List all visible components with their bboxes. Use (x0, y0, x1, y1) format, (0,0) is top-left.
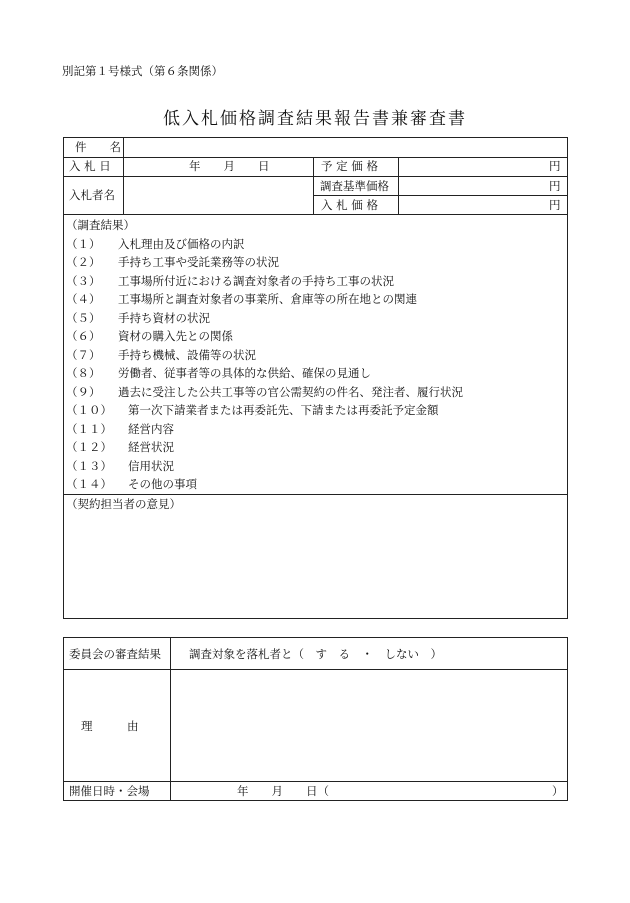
document-title: 低入札価格調査結果報告書兼審査書 (163, 109, 467, 129)
matter-label: 件 名 (75, 140, 121, 154)
survey-item-text: その他の事項 (128, 477, 197, 491)
meeting-date-close: ） (552, 784, 564, 798)
survey-item-text: 工事場所と調査対象者の事業所、倉庫等の所在地との関連 (118, 292, 417, 306)
survey-item-number: （１４） (66, 477, 112, 491)
form-label: 別記第１号様式（第６条関係） (62, 64, 223, 78)
planned-price-field[interactable] (400, 159, 545, 175)
bidder-field[interactable] (125, 178, 311, 213)
survey-header: （調査結果） (66, 218, 135, 232)
survey-item-number: （１） (66, 237, 101, 251)
opinion-field[interactable] (65, 514, 566, 617)
survey-base-price-field[interactable] (400, 178, 545, 194)
survey-item-number: （８） (66, 366, 101, 380)
survey-item-text: 手持ち機械、設備等の状況 (118, 348, 256, 362)
survey-item-number: （４） (66, 292, 101, 306)
survey-item-number: （５） (66, 311, 101, 325)
survey-item-number: （２） (66, 255, 101, 269)
survey-item-number: （１３） (66, 459, 112, 473)
survey-item-number: （９） (66, 385, 101, 399)
opinion-header: （契約担当者の意見） (66, 497, 181, 511)
planned-price-yen: 円 (549, 159, 561, 173)
survey-item-text: 手持ち工事や受託業務等の状況 (118, 255, 279, 269)
survey-item-text: 第一次下請業者または再委託先、下請または再委託予定金額 (128, 403, 439, 417)
meeting-date-label: 開催日時・会場 (69, 784, 150, 798)
survey-item-number: （１１） (66, 422, 112, 436)
reason-label: 理 由 (81, 719, 139, 733)
bid-date-value[interactable]: 年 月 日 (189, 159, 270, 173)
survey-item-text: 資材の購入先との関係 (118, 329, 233, 343)
survey-item-number: （７） (66, 348, 101, 362)
planned-price-label: 予 定 価 格 (321, 159, 378, 173)
bid-price-field[interactable] (400, 197, 545, 213)
survey-item-number: （３） (66, 274, 101, 288)
survey-base-price-yen: 円 (549, 179, 561, 193)
survey-base-price-label: 調査基準価格 (320, 179, 389, 193)
bidder-label: 入札者名 (69, 188, 115, 202)
survey-item-text: 経営状況 (128, 440, 174, 454)
survey-item-text: 経営内容 (128, 422, 174, 436)
bid-date-label: 入 札 日 (69, 159, 111, 173)
survey-item-text: 入札理由及び価格の内訳 (118, 237, 245, 251)
reason-field[interactable] (172, 671, 566, 780)
meeting-date-value[interactable]: 年 月 日（ (237, 784, 329, 798)
bid-price-yen: 円 (549, 198, 561, 212)
committee-result-value[interactable]: 調査対象を落札者と（ す る ・ しない ） (189, 647, 442, 661)
matter-field[interactable] (125, 139, 566, 156)
survey-item-text: 工事場所付近における調査対象者の手持ち工事の状況 (118, 274, 394, 288)
survey-item-text: 労働者、従事者等の具体的な供給、確保の見通し (118, 366, 371, 380)
bid-price-label: 入 札 価 格 (321, 198, 378, 212)
survey-item-number: （６） (66, 329, 101, 343)
survey-item-number: （１０） (66, 403, 112, 417)
committee-result-label: 委員会の審査結果 (69, 647, 161, 661)
survey-item-text: 過去に受注した公共工事等の官公需契約の件名、発注者、履行状況 (118, 385, 463, 399)
survey-item-text: 信用状況 (128, 459, 174, 473)
survey-item-number: （１２） (66, 440, 112, 454)
survey-item-text: 手持ち資材の状況 (118, 311, 210, 325)
